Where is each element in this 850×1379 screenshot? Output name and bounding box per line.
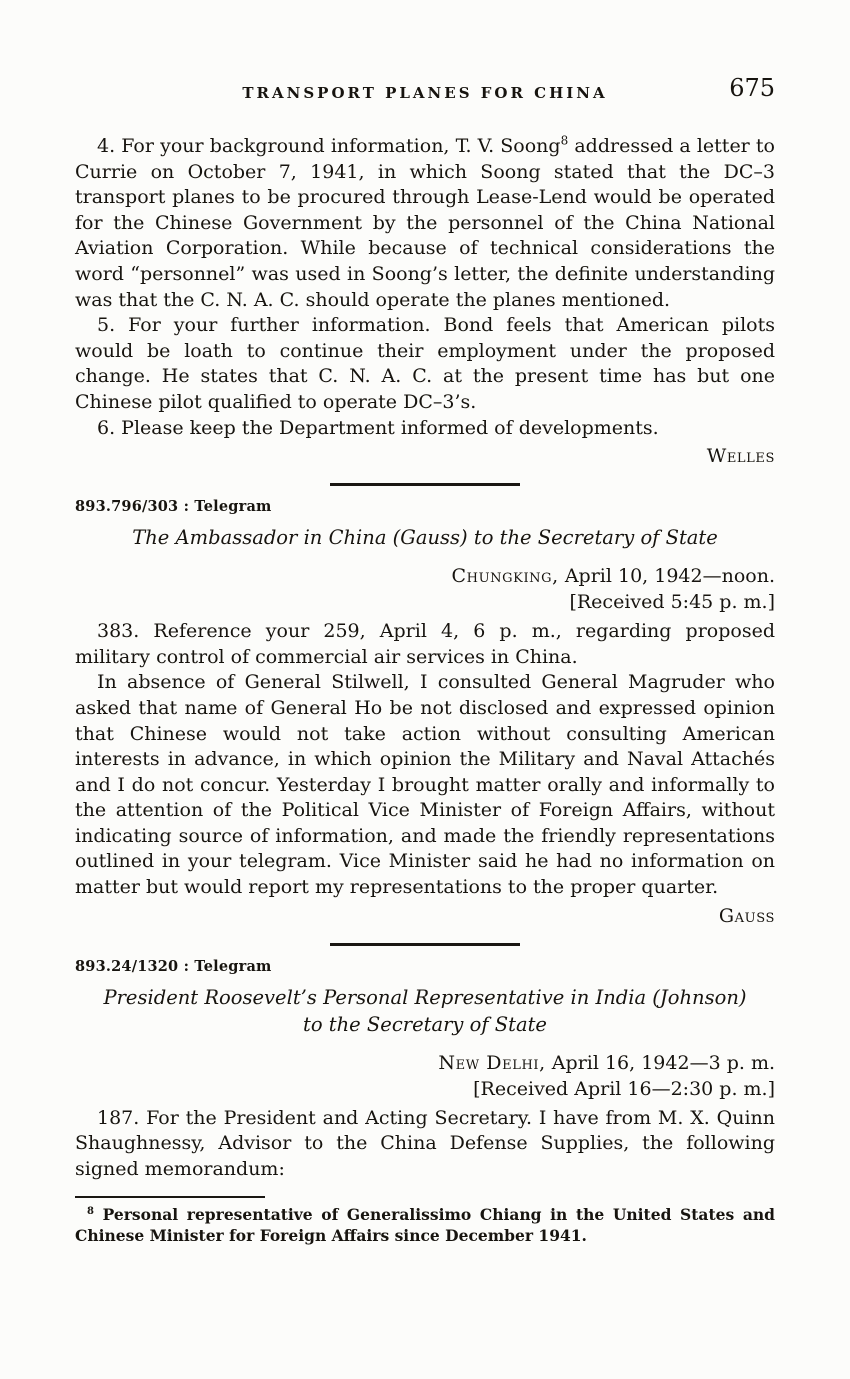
signature-welles-name: Welles bbox=[706, 445, 775, 468]
received-line: [Received 5:45 p. m.] bbox=[569, 591, 775, 614]
paragraph-187: 187. For the President and Acting Secretary. I have from M. X. Quinn Shaughnessy, Advisor to the China Defense Supplies, the following signed memorandum: bbox=[75, 1106, 775, 1180]
signature-welles bbox=[75, 443, 775, 469]
document-heading: The Ambassador in China (Gauss) to the Secretary of State bbox=[132, 526, 718, 550]
signature-gauss bbox=[75, 903, 775, 929]
paragraph-4 bbox=[75, 134, 775, 313]
dateline-date: April 10, 1942—noon. bbox=[558, 565, 775, 588]
document-heading bbox=[75, 984, 775, 1038]
document-heading-line1: President Roosevelt’s Personal Representative in India (Johnson) bbox=[103, 985, 747, 1009]
footnote-text: Personal representative of Generalissimo Chiang in the United States and Chinese Minister for Foreign Affairs since December 1941. bbox=[75, 1205, 775, 1245]
page-number: 675 bbox=[729, 74, 775, 102]
footnote-rule bbox=[75, 1196, 265, 1198]
paragraph-4-continued: addressed a letter to Currie on October 7, 1941, in which Soong stated that the DC–3 transport planes to be procured through Lease-Lend would be operated for the Chinese Government by the personnel of the China National Aviation Corporation. While because of technical considerations the word “personnel” was used in Soong’s letter, the definite understanding was that the C. N. A. C. should operate the planes mentioned. bbox=[75, 135, 775, 311]
paragraph-383: 383. Reference your 259, April 4, 6 p. m., regarding proposed military control of commercial air services in China. bbox=[75, 620, 775, 668]
dateline-date: April 16, 1942—3 p. m. bbox=[545, 1051, 775, 1074]
running-title: TRANSPORT PLANES FOR CHINA bbox=[242, 84, 608, 102]
paragraph-stilwell: In absence of General Stilwell, I consulted General Magruder who asked that name of General Ho be not disclosed and expressed opinion that Chinese would not take action without consulting American interests in advance, in which opinion the Military and Naval Attachés and I do not concur. Yesterday I brought matter orally and informally to the attention of the Political Vice Minister of Foreign Affairs, without indicating source of information, and made the friendly representations outlined in your telegram. Vice Minister said he had no information on matter but would report my representations to the proper quarter. bbox=[75, 671, 775, 899]
paragraph-4-text: 4. For your background information, T. V. Soong bbox=[97, 135, 561, 157]
footnote bbox=[75, 1205, 775, 1246]
section-divider bbox=[330, 943, 520, 946]
paragraph-6: 6. Please keep the Department informed of developments. bbox=[97, 416, 659, 439]
telegram-file-reference: 893.24/1320 : Telegram bbox=[75, 957, 272, 975]
dateline bbox=[75, 563, 775, 589]
footnote-reference-marker: 8 bbox=[560, 133, 569, 148]
dateline-place: New Delhi, bbox=[438, 1051, 546, 1074]
document-heading-line2: to the Secretary of State bbox=[303, 1012, 547, 1036]
paragraph-5: 5. For your further information. Bond feels that American pilots would be loath to continue their employment under the proposed change. He states that C. N. A. C. at the present time has but one Chinese pilot qualified to operate DC–3’s. bbox=[75, 314, 775, 413]
dateline bbox=[75, 1050, 775, 1076]
signature-gauss-name: Gauss bbox=[718, 904, 775, 927]
footnote-marker: 8 bbox=[87, 1206, 94, 1218]
received-line: [Received April 16—2:30 p. m.] bbox=[473, 1077, 775, 1100]
section-divider bbox=[330, 483, 520, 486]
running-header bbox=[75, 74, 775, 108]
telegram-file-reference: 893.796/303 : Telegram bbox=[75, 498, 272, 516]
dateline-place: Chungking, bbox=[451, 565, 559, 588]
